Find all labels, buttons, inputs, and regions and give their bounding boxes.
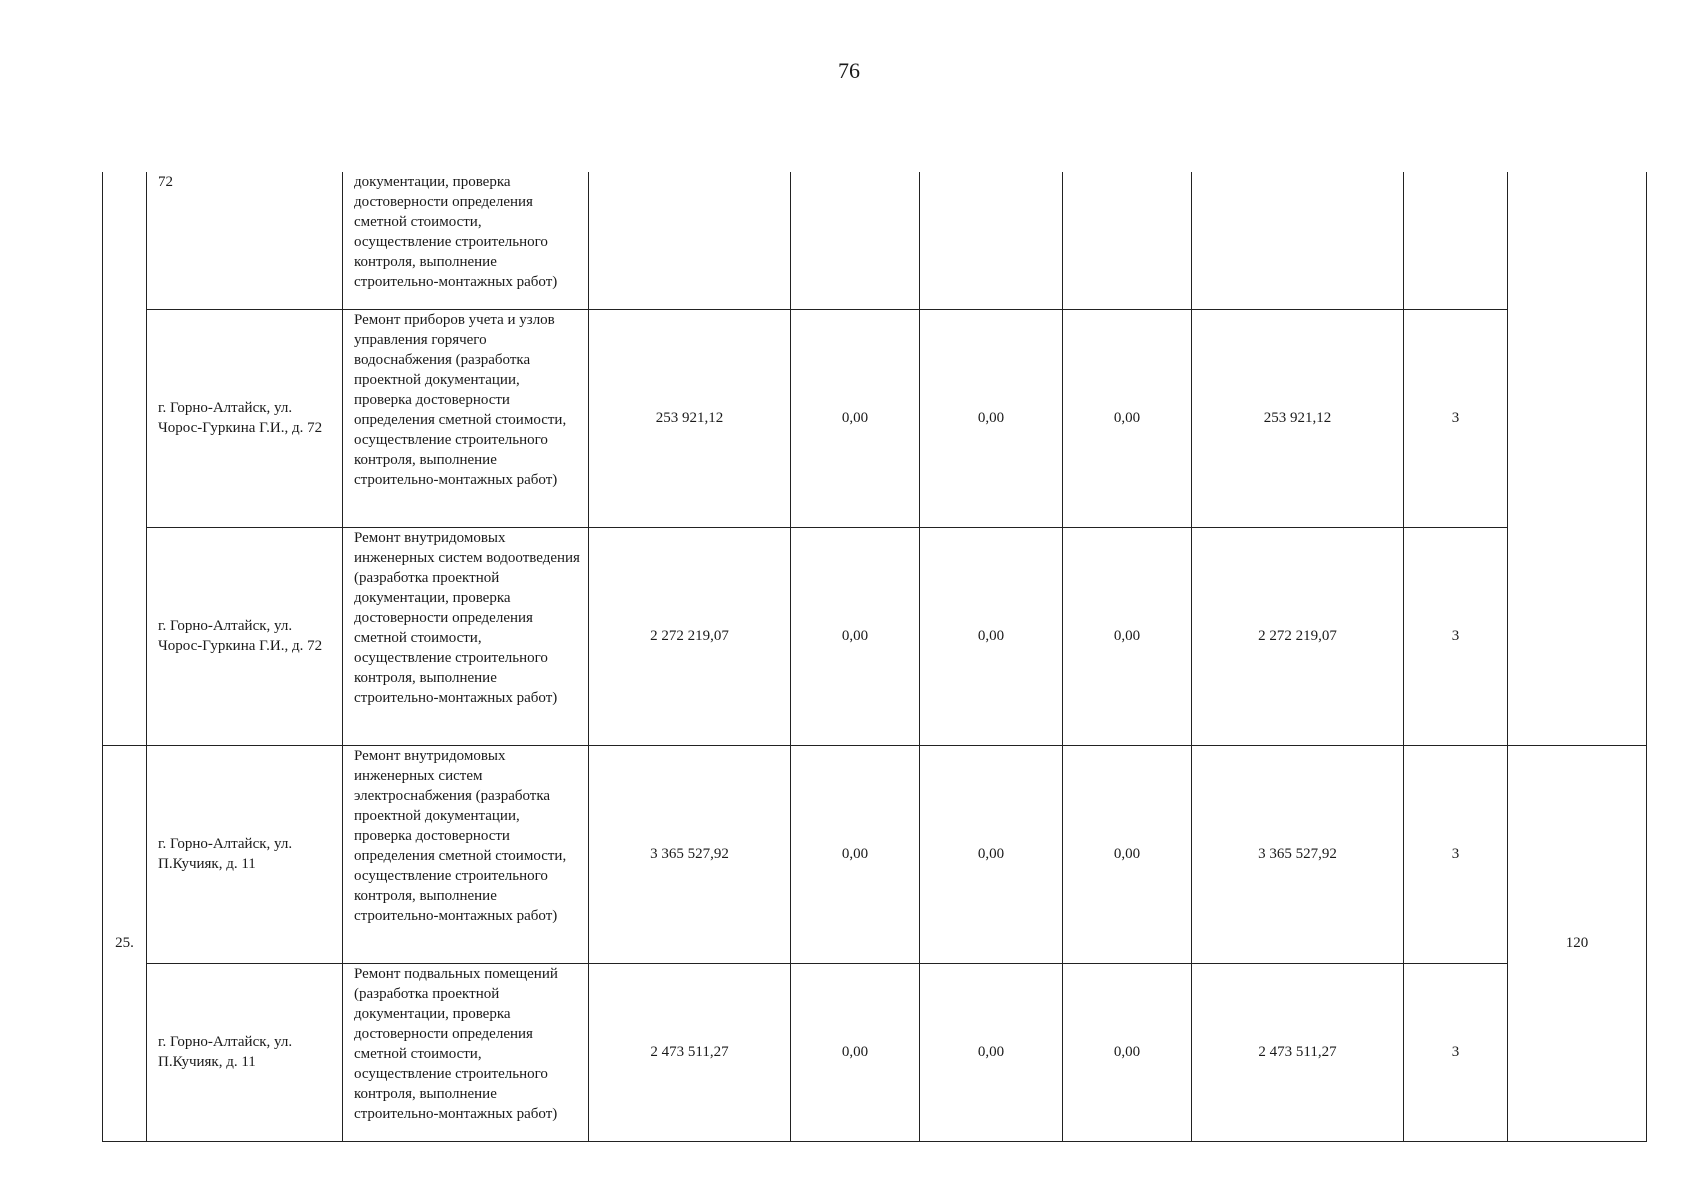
cell-work: Ремонт приборов учета и узлов управления горячего водоснабжения (разработка проектной документации, проверка достоверности определения сметной стоимости, осуществление строительного контроля, выполнение строительно-монтажных работ) [343,309,589,527]
page-number: 76 [838,58,860,83]
cell-col5: 2 473 511,27 [1192,963,1404,1141]
cell-address: г. Горно-Алтайск, ул. Чорос-Гуркина Г.И., д. 72 [147,309,343,527]
cell-col5 [1192,172,1404,309]
cell-address: г. Горно-Алтайск, ул. Чорос-Гуркина Г.И., д. 72 [147,527,343,745]
cell-col6 [1404,172,1508,309]
cell-col2: 0,00 [791,527,920,745]
cell-total: 3 365 527,92 [589,745,791,963]
cell-col6: 3 [1404,963,1508,1141]
cell-total: 253 921,12 [589,309,791,527]
cell-col4: 0,00 [1063,527,1192,745]
cell-last [1508,172,1647,745]
cell-col3: 0,00 [920,745,1063,963]
cell-col2: 0,00 [791,309,920,527]
cell-work: документации, проверка достоверности определения сметной стоимости, осуществление строительного контроля, выполнение строительно-монтажных работ) [343,172,589,309]
cell-col2: 0,00 [791,963,920,1141]
capital-repair-table [102,172,1647,1142]
cell-total [589,172,791,309]
cell-work: Ремонт подвальных помещений (разработка проектной документации, проверка достоверности определения сметной стоимости, осуществление строительного контроля, выполнение строительно-монтажных работ) [343,963,589,1141]
cell-work: Ремонт внутридомовых инженерных систем водоотведения (разработка проектной документации, проверка достоверности определения сметной стоимости, осуществление строительного контроля, выполнение строительно-монтажных работ) [343,527,589,745]
cell-col6: 3 [1404,527,1508,745]
cell-col5: 2 272 219,07 [1192,527,1404,745]
cell-total: 2 272 219,07 [589,527,791,745]
cell-col4 [1063,172,1192,309]
table-row [103,309,1647,527]
cell-col6: 3 [1404,309,1508,527]
cell-col4: 0,00 [1063,309,1192,527]
cell-col2 [791,172,920,309]
cell-col3: 0,00 [920,963,1063,1141]
table-row [103,745,1647,963]
table-row [103,527,1647,745]
cell-col4: 0,00 [1063,963,1192,1141]
cell-number [103,172,147,745]
cell-col5: 253 921,12 [1192,309,1404,527]
cell-col5: 3 365 527,92 [1192,745,1404,963]
cell-address: г. Горно-Алтайск, ул. П.Кучияк, д. 11 [147,745,343,963]
cell-number: 25. [103,745,147,1141]
cell-col3: 0,00 [920,527,1063,745]
cell-col3 [920,172,1063,309]
table-row [103,172,1647,309]
cell-col3: 0,00 [920,309,1063,527]
cell-address: г. Горно-Алтайск, ул. П.Кучияк, д. 11 [147,963,343,1141]
cell-col2: 0,00 [791,745,920,963]
cell-total: 2 473 511,27 [589,963,791,1141]
cell-last: 120 [1508,745,1647,1141]
cell-col4: 0,00 [1063,745,1192,963]
cell-address: 72 [147,172,343,309]
cell-col6: 3 [1404,745,1508,963]
table-row [103,963,1647,1141]
cell-work: Ремонт внутридомовых инженерных систем электроснабжения (разработка проектной документации, проверка достоверности определения сметной стоимости, осуществление строительного контроля, выполнение строительно-монтажных работ) [343,745,589,963]
